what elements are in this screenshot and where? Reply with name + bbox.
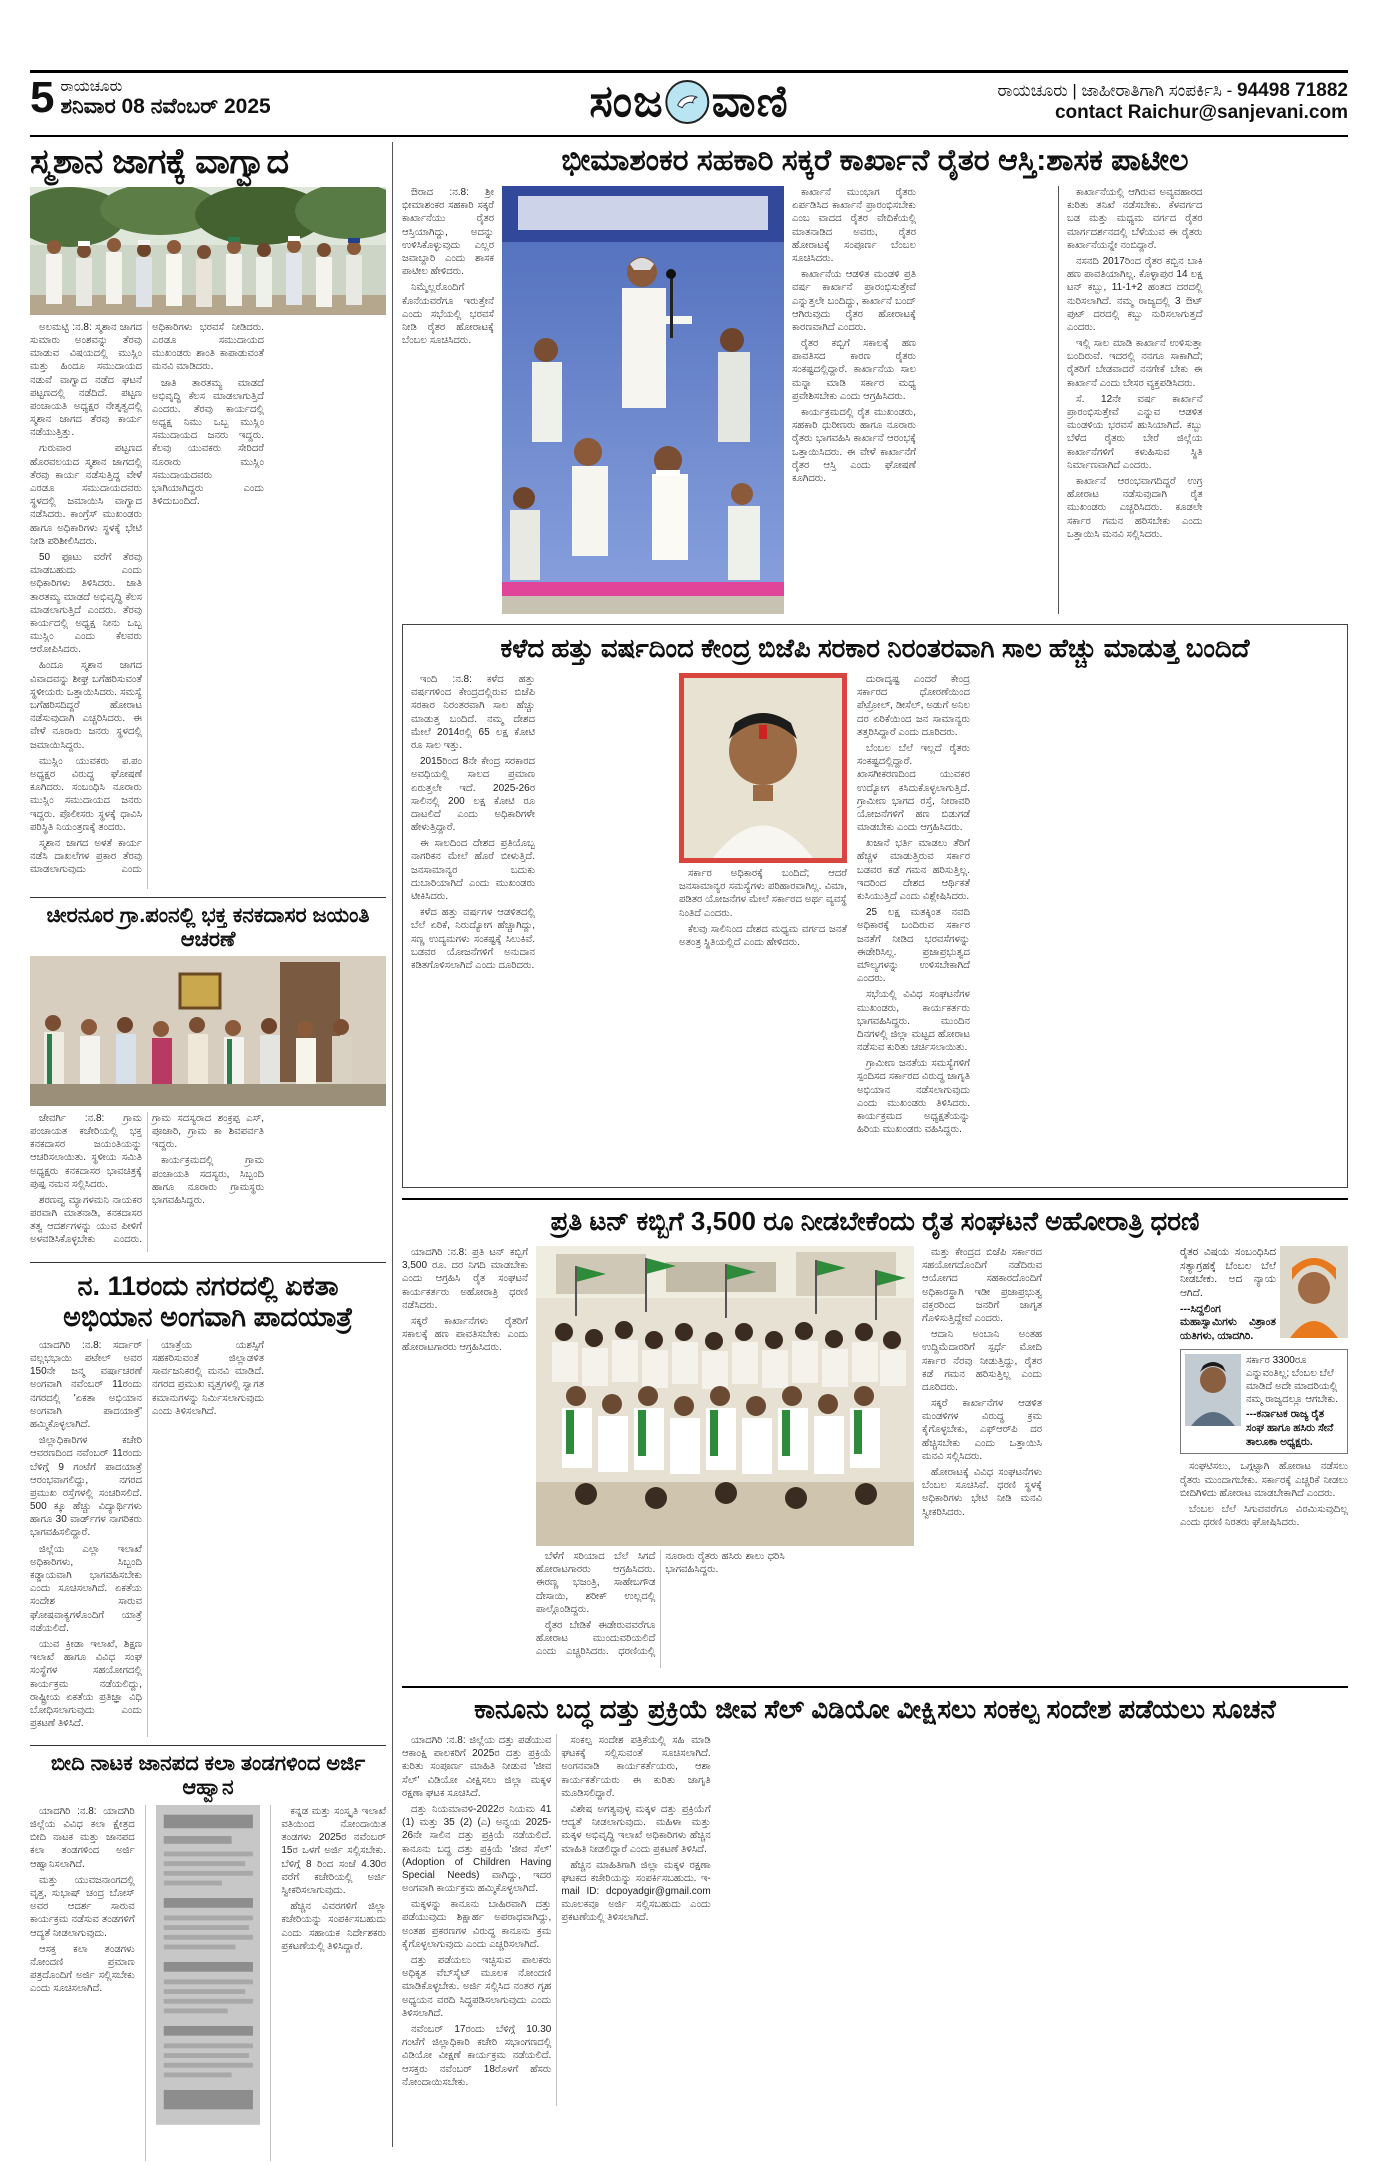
photo-swami-portrait: [1280, 1246, 1348, 1338]
left-column: [30, 142, 386, 2147]
body-paragraph: ಕನ್ನಡ ಮತ್ತು ಸಂಸ್ಕೃತಿ ಇಲಾಖೆ ವತಿಯಿಂದ ನೋಂದಾಯಿತ ತಂಡಗಳು 2025ರ ನವೆಂಬರ್ 15ರ ಒಳಗೆ ಅರ್ಜಿ ಸಲ್ಲಿಸಬೇಕು. ಬೆಳಿಗ್ಗೆ 8 ರಿಂದ ಸಂಜೆ 4.30ರ ವರೆಗೆ ಕಚೇರಿಯಲ್ಲಿ ಅರ್ಜಿ ಸ್ವೀಕರಿಸಲಾಗುವುದು.: [281, 1805, 387, 1896]
edition-city: ರಾಯಚೂರು: [60, 78, 123, 95]
contact-block: [998, 80, 1348, 124]
body-paragraph: ಸ್ಮಶಾನ ಜಾಗದ ಅಳತೆ ಕಾರ್ಯ ನಡೆಸಿ ದಾಖಲೆಗಳ ಪ್ರಕಾರ ತೆರವು ಮಾಡಲಾಗುವುದು ಎಂದು ಅಧಿಕಾರಿಗಳು ಭರವಸೆ ನೀಡಿದರು. ಎರಡೂ ಸಮುದಾಯದ ಮುಖಂಡರು ಶಾಂತಿ ಕಾಪಾಡುವಂತೆ ಮನವಿ ಮಾಡಿದರು.: [30, 321, 264, 876]
farmer-quote-text: [1246, 1354, 1343, 1449]
body-paragraph: ಗುರುವಾರ ಪಟ್ಟಣದ ಹೊರವಲಯದ ಸ್ಮಶಾನ ಜಾಗದಲ್ಲಿ ತೆರವು ಕಾರ್ಯ ನಡೆಸುತ್ತಿದ್ದ ವೇಳೆ ಎರಡೂ ಸಮುದಾಯದವರು ಸ್ಥಳದಲ್ಲಿ ಜಮಾಯಿಸಿ ವಾಗ್ವಾದ ನಡೆಸಿದರು. ಕಾಂಗ್ರೆಸ್ ಮುಖಂಡರು ಹಾಗೂ ಅಧಿಕಾರಿಗಳು ಸ್ಥಳಕ್ಕೆ ಭೇಟಿ ನೀಡಿ ಪರಿಶೀಲಿಸಿದರು.: [30, 443, 142, 547]
body-paragraph: ರೈತರ ಬೇಡಿಕೆ ಈಡೇರುವವರೆಗೂ ಹೋರಾಟ ಮುಂದುವರಿಯಲಿದೆ ಎಂದು ಎಚ್ಚರಿಸಿದರು. ಧರಣಿಯಲ್ಲಿ ನೂರಾರು ರೈತರು ಹಸಿರು ಶಾಲು ಧರಿಸಿ ಭಾಗವಹಿಸಿದ್ದರು.: [536, 1551, 785, 1658]
body-paragraph: ಹೆಚ್ಚಿನ ವಿವರಗಳಿಗೆ ಜಿಲ್ಲಾ ಕಚೇರಿಯನ್ನು ಸಂಪರ್ಕಿಸಬಹುದು ಎಂದು ಸಹಾಯಕ ನಿರ್ದೇಶಕರು ಪ್ರಕಟಣೆಯಲ್ಲಿ ತಿಳಿಸಿದ್ದಾರೆ.: [281, 1901, 387, 1952]
body-smashana: [30, 321, 386, 889]
rail-text: [1180, 1460, 1348, 1676]
bheemashankara-cols-right: [1067, 186, 1348, 614]
body-paragraph: 2015ರಿಂದ 8ನೇ ಕೇಂದ್ರ ಸರಕಾರದ ಅವಧಿಯಲ್ಲಿ ಸಾಲದ ಪ್ರಮಾಣ ಏರುತ್ತಲೇ ಇದೆ. 2025-26ರ ಸಾಲಿನಲ್ಲಿ 200 ಲಕ್ಷ ಕೋಟಿ ರೂ ದಾಟಲಿದೆ ಎಂದು ಅಧಿಕಾರಿಗಳೇ ಹೇಳುತ್ತಿದ್ದಾರೆ.: [411, 756, 535, 834]
page-number: 5: [30, 73, 55, 122]
body-beedi: [30, 1805, 386, 2161]
photo-crowd-outdoor: [30, 187, 386, 315]
body-paragraph: ಬೆಂಬಲ ಬೆಲೆ ಸಿಗುವವರೆಗೂ ವಿರಮಿಸುವುದಿಲ್ಲ ಎಂದು ಧರಣಿ ನಿರತರು ಘೋಷಿಸಿದರು.: [1180, 1503, 1348, 1529]
body-paragraph: ಸಂಕಲ್ಪ ಸಂದೇಶ ಪತ್ರಿಕೆಯಲ್ಲಿ ಸಹಿ ಮಾಡಿ ಘಟಕಕ್ಕೆ ಸಲ್ಲಿಸುವಂತೆ ಸೂಚಿಸಲಾಗಿದೆ. ಅಂಗನವಾಡಿ ಕಾರ್ಯಕರ್ತೆಯರು, ಆಶಾ ಕಾರ್ಯಕರ್ತೆಯರು ಈ ಕುರಿತು ಜಾಗೃತಿ ಮೂಡಿಸಲಿದ್ದಾರೆ.: [561, 1735, 711, 1799]
photo-protest-crowd: [536, 1246, 914, 1546]
dove-glyph: [672, 86, 704, 118]
headline-beedi: ಬೀದಿ ನಾಟಕ ಜಾನಪದ ಕಲಾ ತಂಡಗಳಿಂದ ಅರ್ಜಿ ಆಹ್ವಾನ: [30, 1745, 386, 1800]
article-beedi: [30, 1745, 386, 2161]
body-paragraph: ಹೆಚ್ಚಿನ ಮಾಹಿತಿಗಾಗಿ ಜಿಲ್ಲಾ ಮಕ್ಕಳ ರಕ್ಷಣಾ ಘಟಕದ ಕಚೇರಿಯನ್ನು ಸಂಪರ್ಕಿಸಬಹುದು. ಇ-mail ID: dcpoyadgir@gmail.com ಮೂಲಕವೂ ಅರ್ಜಿ ಸಲ್ಲಿಸಬಹುದು ಎಂದು ಪ್ರಕಟಣೆಯಲ್ಲಿ ತಿಳಿಸಲಾಗಿದೆ.: [561, 1859, 711, 1924]
body-paragraph: ದತ್ತು ನಿಯಮಾವಳಿ-2022ರ ನಿಯಮ 41 (1) ಮತ್ತು 35 (2) (ಎ) ಅನ್ವಯ 2025-26ನೇ ಸಾಲಿನ ದತ್ತು ಪ್ರಕ್ರಿಯೆ ನಡೆಯಲಿದೆ. ಕಾನೂನು ಬದ್ಧ ದತ್ತು ಪ್ರಕ್ರಿಯೆ 'ಜೀವ ಸೆಲ್' (Adoption of Children Having Special Needs) ವಾಗಿದ್ದು, ಇದರ ಅಂಗವಾಗಿ ಕಾರ್ಯಕ್ರಮ ಹಮ್ಮಿಕೊಳ್ಳಲಾಗಿದೆ.: [402, 1803, 552, 1895]
masthead-left-text: ಸಂಜ: [589, 76, 664, 127]
body-paragraph: ಕಾರ್ಯಕ್ರಮದಲ್ಲಿ ಗ್ರಾಮ ಪಂಚಾಯತಿ ಸದಸ್ಯರು, ಸಿಬ್ಬಂದಿ ಹಾಗೂ ನೂರಾರು ಗ್ರಾಮಸ್ಥರು ಭಾಗವಹಿಸಿದ್ದರು.: [152, 1155, 264, 1206]
article-padayatre: [30, 1262, 386, 1737]
body-paragraph: ಕಳೆದ ಹತ್ತು ವರ್ಷಗಳ ಆಡಳಿತದಲ್ಲಿ ಬೆಲೆ ಏರಿಕೆ, ನಿರುದ್ಯೋಗ ಹೆಚ್ಚಾಗಿದ್ದು, ಸಣ್ಣ ಉದ್ಯಮಗಳು ಸಂಕಷ್ಟಕ್ಕೆ ಸಿಲುಕಿವೆ. ಬಡವರ ಯೋಜನೆಗಳಿಗೆ ಅನುದಾನ ಕಡಿತಗೊಳಿಸಲಾಗಿದೆ ಎಂದು ದೂರಿದರು.: [411, 907, 535, 971]
body-paragraph: ನವೆಂಬರ್ 17ರಂದು ಬೆಳಿಗ್ಗೆ 10.30 ಗಂಟೆಗೆ ಜಿಲ್ಲಾಧಿಕಾರಿ ಕಚೇರಿ ಸಭಾಂಗಣದಲ್ಲಿ ವಿಡಿಯೋ ವೀಕ್ಷಣೆ ಕಾರ್ಯಕ್ರಮ ನಡೆಯಲಿದೆ. ಆಸಕ್ತರು ನವೆಂಬರ್ 18ರೊಳಗೆ ಹೆಸರು ನೋಂದಾಯಿಸಬೇಕು.: [402, 2023, 552, 2088]
photo-leader-portrait: [1185, 1354, 1241, 1426]
contact-phone: 94498 71882: [1237, 80, 1348, 101]
notice-image: [156, 1805, 261, 2125]
body-paragraph: ಕಾರ್ಖಾನೆ ಆರಂಭವಾಗದಿದ್ದರೆ ಉಗ್ರ ಹೋರಾಟ ನಡೆಸುವುದಾಗಿ ರೈತ ಮುಖಂಡರು ಎಚ್ಚರಿಸಿದರು. ಕೂಡಲೇ ಸರ್ಕಾರ ಗಮನ ಹರಿಸಬೇಕು ಎಂದು ಒತ್ತಾಯಿಸಿ ಮನವಿ ಸಲ್ಲಿಸಿದರು.: [1067, 475, 1203, 540]
photo-jayanti-indoor: [30, 956, 386, 1106]
right-section: [402, 142, 1348, 2147]
body-paragraph: ಸಕ್ಕರೆ ಕಾರ್ಖಾನೆಗಳು ರೈತರಿಗೆ ಸಕಾಲಕ್ಕೆ ಹಣ ಪಾವತಿಸಬೇಕು ಎಂದು ಹೋರಾಟಗಾರರು ಆಗ್ರಹಿಸಿದರು.: [402, 1315, 528, 1354]
headline-kanoonu: ಕಾನೂನು ಬದ್ಧ ದತ್ತು ಪ್ರಕ್ರಿಯೆ ಜೀವ ಸೆಲ್ ವಿಡಿಯೋ ವೀಕ್ಷಿಸಲು ಸಂಕಲ್ಪ ಸಂದೇಶ ಪಡೆಯಲು ಸೂಚನೆ: [474, 1694, 1276, 1724]
body-paragraph: ಮಕ್ಕಳನ್ನು ಕಾನೂನು ಬಾಹಿರವಾಗಿ ದತ್ತು ಪಡೆಯುವುದು ಶಿಕ್ಷಾರ್ಹ ಅಪರಾಧವಾಗಿದ್ದು, ಅಂತಹ ಪ್ರಕರಣಗಳ ವಿರುದ್ಧ ಕಾನೂನು ಕ್ರಮ ಕೈಗೊಳ್ಳಲಾಗುವುದು ಎಂದು ಎಚ್ಚರಿಸಲಾಗಿದೆ.: [402, 1899, 552, 1950]
body-paragraph: ಯಾದಗಿರಿ :ನ.8: ಸರ್ದಾರ್ ವಲ್ಲಭಭಾಯಿ ಪಟೇಲ್ ಅವರ 150ನೇ ಜನ್ಮ ವರ್ಷಾಚರಣೆ ಅಂಗವಾಗಿ ನವೆಂಬರ್ 11ರಂದು ನಗರದಲ್ಲಿ 'ಏಕತಾ ಅಭಿಯಾನ ಅಂಗವಾಗಿ ಪಾದಯಾತ್ರೆ' ಹಮ್ಮಿಕೊಳ್ಳಲಾಗಿದೆ.: [30, 1339, 142, 1430]
masthead-logo: [589, 76, 788, 127]
body-paragraph: ಜಾತಿ ತಾರತಮ್ಯ ಮಾಡದೆ ಅಭಿವೃದ್ಧಿ ಕೆಲಸ ಮಾಡಲಾಗುತ್ತಿದೆ ಎಂದರು. ತೆರವು ಕಾರ್ಯದಲ್ಲಿ ಅಧ್ಯಕ್ಷ ನಿಮು ಒಬ್ಬ ಮುಸ್ಲಿಂ ಸಮುದಾಯದ ಜನರು ಇದ್ದರು. ಕೆಲವು ಯುವಕರು ಸೇರಿದರೆ ನೂರಾರು ಮುಸ್ಲಿಂ ಸಮುದಾಯದವರು ಭಾಗಿಯಾಗಿದ್ದರು ಎಂದು ತಿಳಿದುಬಂದಿದೆ.: [152, 377, 264, 508]
pratiton-right-rail: [1180, 1246, 1348, 1676]
kendra-cols-right: [857, 673, 1339, 1181]
body-paragraph: ವಿಶೇಷ ಅಗತ್ಯವುಳ್ಳ ಮಕ್ಕಳ ದತ್ತು ಪ್ರಕ್ರಿಯೆಗೆ ಆದ್ಯತೆ ನೀಡಲಾಗುವುದು. ಮಹಿಳಾ ಮತ್ತು ಮಕ್ಕಳ ಅಭಿವೃದ್ಧಿ ಇಲಾಖೆ ಅಧಿಕಾರಿಗಳು ಹೆಚ್ಚಿನ ಮಾಹಿತಿ ನೀಡಲಿದ್ದಾರೆ ಎಂದು ಪ್ರಕಟಣೆ ತಿಳಿಸಿದೆ.: [561, 1803, 711, 1855]
top-rule: [30, 70, 1348, 73]
body-paragraph: ಸಕ್ಕರೆ ಕಾರ್ಖಾನೆಗಳ ಆಡಳಿತ ಮಂಡಳಿಗಳ ವಿರುದ್ಧ ಕ್ರಮ ಕೈಗೊಳ್ಳಬೇಕು, ಎಫ್‌ಆರ್‌ಪಿ ದರ ಹೆಚ್ಚಿಸಬೇಕು ಎಂದು ಒತ್ತಾಯಿಸಿ ಮನವಿ ಸಲ್ಲಿಸಿದರು.: [922, 1398, 1042, 1462]
bheemashankara-col1: [402, 186, 494, 614]
body-paragraph: ಬೆಳೆಗೆ ಸರಿಯಾದ ಬೆಲೆ ಸಿಗದೆ ಹೋರಾಟಗಾರರು ಆಗ್ರಹಿಸಿದರು. ಈರಣ್ಣ ಭಜಂತ್ರಿ, ಸಾಹೇಬಗೌಡ ದೇಸಾಯಿ, ಶರೀಕ್ ಉಲ್ಲದಲ್ಲಿ ಪಾಲ್ಗೊಂಡಿದ್ದರು.: [536, 1551, 656, 1615]
contact-email: contact Raichur@sanjevani.com: [1054, 102, 1348, 123]
pratiton-body: [402, 1246, 1348, 1676]
kendra-mid-stack: [679, 673, 847, 1181]
body-paragraph: ಯಾದಗಿರಿ :ನ.8: ಜಿಲ್ಲೆಯ ದತ್ತು ಪಡೆಯುವ ಆಕಾಂಕ್ಷಿ ಪಾಲಕರಿಗೆ 2025ರ ದತ್ತು ಪ್ರಕ್ರಿಯೆ ಕುರಿತು ಸಂಪೂರ್ಣ ಮಾಹಿತಿ ನೀಡುವ 'ಜೀವ ಸೆಲ್' ವಿಡಿಯೋ ವೀಕ್ಷಿಸಲು ಜಿಲ್ಲಾ ಮಕ್ಕಳ ರಕ್ಷಣಾ ಘಟಕ ಸೂಚಿಸಿದೆ.: [402, 1735, 552, 1799]
body-paragraph: ಸೆ. 12ನೇ ವರ್ಷ ಕಾರ್ಖಾನೆ ಪ್ರಾರಂಭಿಸುತ್ತೇವೆ ಎನ್ನುವ ಆಡಳಿತ ಮಂಡಳಿಯ ಭರವಸೆ ಹುಸಿಯಾಗಿದೆ. ಕಬ್ಬು ಬೆಳೆದ ರೈತರು ಬೇರೆ ಜಿಲ್ಲೆಯ ಕಾರ್ಖಾನೆಗಳಿಗೆ ಕಳುಹಿಸುವ ಸ್ಥಿತಿ ನಿರ್ಮಾಣವಾಗಿದೆ ಎಂದರು.: [1067, 393, 1203, 471]
body-paragraph: ಬೆಂಬಲ ಬೆಲೆ ಇಲ್ಲದೆ ರೈತರು ಸಂಕಷ್ಟದಲ್ಲಿದ್ದಾರೆ. ಖಾಸಗೀಕರಣದಿಂದ ಯುವಕರ ಉದ್ಯೋಗ ಕಸಿದುಕೊಳ್ಳಲಾಗುತ್ತಿದೆ. ಗ್ರಾಮೀಣ ಭಾಗದ ರಸ್ತೆ, ನೀರಾವರಿ ಯೋಜನೆಗಳಿಗೆ ಹಣ ಬಿಡುಗಡೆ ಮಾಡಬೇಕು ಎಂದು ಆಗ್ರಹಿಸಿದರು.: [857, 742, 970, 834]
body-paragraph: ಜಿಲ್ಲೆಯ ಎಲ್ಲಾ ಇಲಾಖೆ ಅಧಿಕಾರಿಗಳು, ಸಿಬ್ಬಂದಿ ಕಡ್ಡಾಯವಾಗಿ ಭಾಗವಹಿಸಬೇಕು ಎಂದು ಸೂಚಿಸಲಾಗಿದೆ. ಏಕತೆಯ ಸಂದೇಶ ಸಾರುವ ಘೋಷವಾಕ್ಯಗಳೊಂದಿಗೆ ಯಾತ್ರೆ ನಡೆಯಲಿದೆ.: [30, 1543, 142, 1634]
body-paragraph: ಕೆಲವು ಸಾಲಿನಿಂದ ದೇಶದ ಮಧ್ಯಮ ವರ್ಗದ ಜನತೆ ಅತಂತ್ರ ಸ್ಥಿತಿಯಲ್ಲಿದೆ ಎಂದು ಹೇಳಿದರು.: [679, 923, 847, 948]
swami-quote-body: ರೈತರ ವಿಷಯ ಸಂಬಂಧಿಸಿದ ಸತ್ಯಾಗ್ರಹಕ್ಕೆ ಬೆಂಬಲ ಬೆಲೆ ನೀಡಬೇಕು. ಅದ ನ್ಯಾಯ ಆಗಿದೆ.: [1180, 1246, 1276, 1299]
page-header: [30, 73, 1348, 134]
body-paragraph: ಮತ್ತು ಕೇಂದ್ರದ ಬಿಜೆಪಿ ಸರ್ಕಾರದ ಸಹಯೋಗದೊಂದಿಗೆ ನಡೆದಿರುವ ಆಯೋಗದ ಸಹಕಾರದೊಂದಿಗೆ ಅಧಿಕಾರಸ್ಥಾಗಿ ಇಡೀ ಪ್ರಜಾಪ್ರಭುತ್ವ ವಕ್ತರರಿಂದ ಜನರಿಗೆ ಜಾಗೃತ ಗೊಳಿಸುತ್ತಿದ್ದೇವೆ ಎಂದರು.: [922, 1247, 1042, 1324]
inner-divider: [1058, 186, 1059, 614]
article-bheemashankara: [402, 144, 1348, 614]
body-paragraph: ದುರಾದೃಷ್ಟ ಎಂದರೆ ಕೇಂದ್ರ ಸರ್ಕಾರದ ಧೋರಣೆಯಿಂದ ಪೆಟ್ರೋಲ್, ಡೀಸೆಲ್, ಅಡುಗೆ ಅನಿಲ ದರ ಏರಿಕೆಯಿಂದ ಜನ ಸಾಮಾನ್ಯರು ತತ್ತರಿಸಿದ್ದಾರೆ ಎಂದು ದೂರಿದರು.: [857, 674, 970, 738]
headline-padayatre: ನ. 11ರಂದು ನಗರದಲ್ಲಿ ಏಕತಾ ಅಭಿಯಾನ ಅಂಗವಾಗಿ ಪಾದಯಾತ್ರೆ: [30, 1262, 386, 1333]
farmer-quote-box: [1180, 1349, 1348, 1454]
headline-smashana: ಸ್ಮಶಾನ ಜಾಗಕ್ಕೆ ವಾಗ್ವಾದ: [30, 142, 289, 181]
body-paragraph: ಔರಾದ :ನ.8: ಶ್ರೀ ಭೀಮಾಶಂಕರ ಸಹಕಾರಿ ಸಕ್ಕರೆ ಕಾರ್ಖಾನೆಯು ರೈತರ ಆಸ್ತಿಯಾಗಿದ್ದು, ಅದನ್ನು ಉಳಿಸಿಕೊಳ್ಳುವುದು ಎಲ್ಲರ ಜವಾಬ್ದಾರಿ ಎಂದು ಶಾಸಕ ಪಾಟೀಲ ಹೇಳಿದರು.: [402, 187, 494, 278]
article-pratiton: [402, 1198, 1348, 1676]
body-paragraph: ಹಿಂದೂ ಸ್ಮಶಾನ ಜಾಗದ ವಿವಾದವನ್ನು ಶೀಘ್ರ ಬಗೆಹರಿಸುವಂತೆ ಸ್ಥಳೀಯರು ಒತ್ತಾಯಿಸಿದರು. ಸಮಸ್ಯೆ ಬಗೆಹರಿಸದಿದ್ದರೆ ಹೋರಾಟ ನಡೆಸುವುದಾಗಿ ಎಚ್ಚರಿಸಿದರು. ಈ ವೇಳೆ ನೂರಾರು ಜನರು ಸ್ಥಳದಲ್ಲಿ ಜಮಾಯಿಸಿದ್ದರು.: [30, 660, 142, 751]
photo-speaker-stage: [502, 186, 784, 614]
beedi-col3: [270, 1805, 386, 2161]
page-content: [30, 142, 1348, 2147]
edition-block: [30, 73, 271, 122]
body-paragraph: ಇಂದಿ :ನ.8: ಕಳೆದ ಹತ್ತು ವರ್ಷಗಳಿಂದ ಕೇಂದ್ರದಲ್ಲಿರುವ ಬಿಜೆಪಿ ಸರಕಾರ ನಿರಂತರವಾಗಿ ಸಾಲ ಹೆಚ್ಚು ಮಾಡುತ್ತ ಬಂದಿದೆ. ನಮ್ಮ ದೇಶದ ಮೇಲೆ 2014ರಲ್ಲಿ 65 ಲಕ್ಷ ಕೋಟಿ ರೂ ಸಾಲ ಇತ್ತು.: [411, 674, 535, 751]
body-paragraph: ಸಭೆಯಲ್ಲಿ ವಿವಿಧ ಸಂಘಟನೆಗಳ ಮುಖಂಡರು, ಕಾರ್ಯಕರ್ತರು ಭಾಗವಹಿಸಿದ್ದರು. ಮುಂದಿನ ದಿನಗಳಲ್ಲಿ ಜಿಲ್ಲಾ ಮಟ್ಟದ ಹೋರಾಟ ನಡೆಸುವ ಕುರಿತು ಚರ್ಚಿಸಲಾಯಿತು.: [857, 989, 970, 1054]
body-paragraph: ಆದಾನಿ ಅಂಬಾನಿ ಅಂತಹ ಉದ್ದಿಮೆದಾರರಿಗೆ ಸ್ಪರ್ಧೆ ಮೋದಿ ಸರ್ಕಾರ ನೆರವು ನೀಡುತ್ತಿದ್ದು, ರೈತರ ಕಡೆ ಗಮನ ಹರಿಸುತ್ತಿಲ್ಲ ಎಂದು ದೂರಿದರು.: [922, 1329, 1042, 1393]
headline-pratiton: ಪ್ರತಿ ಟನ್ ಕಬ್ಬಿಗೆ 3,500 ರೂ ನೀಡಬೇಕೆಂದು ರೈತ ಸಂಘಟನೆ ಅಹೋರಾತ್ರಿ ಧರಣಿ: [550, 1206, 1200, 1236]
kanoonu-body: [402, 1734, 1348, 2106]
kendra-body: [411, 673, 1339, 1181]
body-paragraph: ಯಾದಗಿರಿ :ನ.8: ಯಾದಗಿರಿ ಜಿಲ್ಲೆಯ ವಿವಿಧ ಕಲಾ ಕ್ಷೇತ್ರದ ಬೀದಿ ನಾಟಕ ಮತ್ತು ಜಾನಪದ ಕಲಾ ತಂಡಗಳಿಂದ ಅರ್ಜಿ ಆಹ್ವಾನಿಸಲಾಗಿದೆ.: [30, 1805, 135, 1870]
photo-farmer-portrait: [679, 673, 847, 863]
farmer-quote-body: ಸರ್ಕಾರ 3300ರೂ ಎನ್ನುವಂತಿಲ್ಲ; ಬೆಂಬಲ ಬೆಲೆ ಮಾಡಿದೆ ಅದೇ ಮಾದರಿಯಲ್ಲಿ ನಮ್ಮ ರಾಜ್ಯದಲ್ಲೂ ಆಗಬೇಕು.: [1246, 1355, 1338, 1406]
body-paragraph: ಯಾದಗಿರಿ :ನ.8: ಪ್ರತಿ ಟನ್ ಕಬ್ಬಿಗೆ 3,500 ರೂ. ದರ ನಿಗದಿ ಮಾಡಬೇಕು ಎಂದು ಆಗ್ರಹಿಸಿ ರೈತ ಸಂಘಟನೆ ಕಾರ್ಯಕರ್ತರು ಅಹೋರಾತ್ರಿ ಧರಣಿ ನಡೆಸಿದರು.: [402, 1247, 528, 1311]
contact-line: [998, 80, 1348, 102]
body-paragraph: ಮತ್ತು ಯುವಜನಾಂಗದಲ್ಲಿ ವೃತ್ತ, ಸುಭಾಷ್ ಚಂದ್ರ ಬೋಸ್ ಅವರ ಆದರ್ಶ ಸಾರುವ ಕಾರ್ಯಕ್ರಮ ನಡೆಸುವ ತಂಡಗಳಿಗೆ ಆದ್ಯತೆ ನೀಡಲಾಗುವುದು.: [30, 1874, 135, 1939]
body-paragraph: ಯಾತ್ರೆಯ ಯಶಸ್ಸಿಗೆ ಸಹಕರಿಸುವಂತೆ ಜಿಲ್ಲಾಡಳಿತ ಸಾರ್ವಜನಿಕರಲ್ಲಿ ಮನವಿ ಮಾಡಿದೆ. ನಗರದ ಪ್ರಮುಖ ವೃತ್ತಗಳಲ್ಲಿ ಸ್ವಾಗತ ಕಮಾನುಗಳನ್ನು ನಿರ್ಮಿಸಲಾಗುವುದು ಎಂದು ತಿಳಿಸಲಾಗಿದೆ.: [152, 1339, 264, 1417]
body-paragraph: 25 ಲಕ್ಷ ಮತಕ್ಕಿಂತ ನವದಿ ಅಧಿಕಾರಕ್ಕೆ ಬಂದಿರುವ ಸರ್ಕಾರ ಜನತೆಗೆ ನೀಡಿದ ಭರವಸೆಗಳನ್ನು ಈಡೇರಿಸಿಲ್ಲ. ಪ್ರಜಾಪ್ರಭುತ್ವದ ಮೌಲ್ಯಗಳನ್ನು ಉಳಿಸಬೇಕಾಗಿದೆ ಎಂದರು.: [857, 907, 970, 985]
body-paragraph: ದತ್ತು ಪಡೆಯಲು ಇಚ್ಛಿಸುವ ಪಾಲಕರು ಅಧಿಕೃತ ವೆಬ್‌ಸೈಟ್ ಮೂಲಕ ನೋಂದಣಿ ಮಾಡಿಕೊಳ್ಳಬೇಕು. ಅರ್ಜಿ ಸಲ್ಲಿಸಿದ ನಂತರ ಗೃಹ ಅಧ್ಯಯನ ವರದಿ ಸಿದ್ಧಪಡಿಸಲಾಗುವುದು ಎಂದು ತಿಳಿಸಲಾಗಿದೆ.: [402, 1955, 552, 2019]
edition-stack: [60, 78, 270, 119]
header-rule: [30, 135, 1348, 137]
body-paragraph: ಈ ಸಾಲದಿಂದ ದೇಶದ ಪ್ರತಿಯೊಬ್ಬ ನಾಗರಿಕನ ಮೇಲೆ ಹೊರೆ ಬೀಳುತ್ತಿದೆ. ಜನಸಾಮಾನ್ಯರ ಬದುಕು ದುಬಾರಿಯಾಗಿದೆ ಎಂದು ಮುಖಂಡರು ಟೀಕಿಸಿದರು.: [411, 838, 535, 902]
headline-kendra: ಕಳೆದ ಹತ್ತು ವರ್ಷದಿಂದ ಕೇಂದ್ರ ಬಿಜೆಪಿ ಸರಕಾರ ನಿರಂತರವಾಗಿ ಸಾಲ ಹೆಚ್ಚು ಮಾಡುತ್ತ ಬಂದಿದೆ: [500, 633, 1250, 663]
article-cheeranur: [30, 897, 386, 1252]
body-paragraph: ಜೇವರ್ಗಿ :ನ.8: ಗ್ರಾಮ ಪಂಚಾಯತ ಕಚೇರಿಯಲ್ಲಿ ಭಕ್ತ ಕನಕದಾಸರ ಜಯಂತಿಯನ್ನು ಆಚರಿಸಲಾಯಿತು. ಸ್ಥಳೀಯ ಸಮಿತಿ ಅಧ್ಯಕ್ಷರು ಕನಕದಾಸರ ಭಾವಚಿತ್ರಕ್ಕೆ ಪುಷ್ಪ ನಮನ ಸಲ್ಲಿಸಿದರು.: [30, 1112, 142, 1190]
beedi-col2: [145, 1805, 261, 2161]
contact-prefix: ರಾಯಚೂರು | ಜಾಹೀರಾತಿಗಾಗಿ ಸಂಪರ್ಕಿಸಿ -: [997, 81, 1238, 100]
body-paragraph: ಕಾರ್ಯಕ್ರಮದಲ್ಲಿ ರೈತ ಮುಖಂಡರು, ಸಹಕಾರಿ ಧುರೀಣರು ಹಾಗೂ ನೂರಾರು ರೈತರು ಭಾಗವಹಿಸಿ ಕಾರ್ಖಾನೆ ಆರಂಭಕ್ಕೆ ಒತ್ತಾಯಿಸಿದರು. ಈ ವೇಳೆ ಕಾರ್ಖಾನೆಗೆ ರೈತರ ಆಸ್ತಿ ಎಂದು ಘೋಷಣೆ ಕೂಗಿದರು.: [792, 407, 916, 484]
headline-bheemashankara: ಭೀಮಾಶಂಕರ ಸಹಕಾರಿ ಸಕ್ಕರೆ ಕಾರ್ಖಾನೆ ರೈತರ ಆಸ್ತಿ:ಶಾಸಕ ಪಾಟೀಲ: [561, 144, 1189, 177]
masthead-right-text: ವಾಣಿ: [711, 76, 789, 127]
body-paragraph: ಕಾರ್ಖಾನೆ ಮುಂಭಾಗ ರೈತರು ಏರ್ಪಡಿಸಿದ ಕಾರ್ಖಾನೆ ಪ್ರಾರಂಭಿಸಬೇಕು ಎಂಬ ವಾದದ ರೈತರ ವೇದಿಕೆಯಲ್ಲಿ ಮಾತನಾಡಿದ ಅವರು, ರೈತರ ಹೋರಾಟಕ್ಕೆ ಸಂಪೂರ್ಣ ಬೆಂಬಲ ಸೂಚಿಸಿದರು.: [792, 187, 916, 264]
body-cheeranur: [30, 1112, 386, 1252]
body-paragraph: ಸರ್ಕಾರ ಅಧಿಕಾರಕ್ಕೆ ಬಂದಿದೆ; ಆದರೆ ಜನಸಾಮಾನ್ಯರ ಸಮಸ್ಯೆಗಳು ಪರಿಹಾರವಾಗಿಲ್ಲ. ವಿಮಾ, ಪಡಿತರ ಯೋಜನೆಗಳ ಮೇಲೆ ಸರ್ಕಾರದ ಅರ್ಥ ವ್ಯವಸ್ಥೆ ನಿಂತಿದೆ ಎಂದರು.: [679, 868, 847, 919]
photo-speech-wrap: [502, 186, 784, 614]
body-paragraph: ಜಿಲ್ಲಾಧಿಕಾರಿಗಳ ಕಚೇರಿ ಆವರಣದಿಂದ ನವೆಂಬರ್ 11ರಂದು ಬೆಳಿಗ್ಗೆ 9 ಗಂಟೆಗೆ ಪಾದಯಾತ್ರೆ ಆರಂಭವಾಗಲಿದ್ದು, ನಗರದ ಪ್ರಮುಖ ರಸ್ತೆಗಳಲ್ಲಿ ಸಂಚರಿಸಲಿದೆ. 500 ಕ್ಕೂ ಹೆಚ್ಚು ವಿದ್ಯಾರ್ಥಿಗಳು ಹಾಗೂ 30 ವಾರ್ಡ್‌ಗಳ ನಾಗರಿಕರು ಭಾಗವಹಿಸಲಿದ್ದಾರೆ.: [30, 1435, 142, 1539]
body-paragraph: ಖಜಾನೆ ಭರ್ತಿ ಮಾಡಲು ತೆರಿಗೆ ಹೆಚ್ಚಳ ಮಾಡುತ್ತಿರುವ ಸರ್ಕಾರ ಬಡವರ ಕಡೆ ಗಮನ ಹರಿಸುತ್ತಿಲ್ಲ. ಇದರಿಂದ ದೇಶದ ಆರ್ಥಿಕತೆ ಕುಸಿಯುತ್ತಿದೆ ಎಂದು ವಿಶ್ಲೇಷಿಸಿದರು.: [857, 838, 970, 902]
article-smashana: [30, 144, 386, 889]
body-paragraph: ಯುವ ಕ್ರೀಡಾ ಇಲಾಖೆ, ಶಿಕ್ಷಣ ಇಲಾಖೆ ಹಾಗೂ ವಿವಿಧ ಸಂಘ ಸಂಸ್ಥೆಗಳ ಸಹಯೋಗದಲ್ಲಿ ಕಾರ್ಯಕ್ರಮ ನಡೆಯಲಿದ್ದು, ರಾಷ್ಟ್ರೀಯ ಏಕತೆಯ ಪ್ರತಿಜ್ಞಾ ವಿಧಿ ಬೋಧಿಸಲಾಗುವುದು ಎಂದು ಪ್ರಕಟಣೆ ತಿಳಿಸಿದೆ.: [30, 1638, 142, 1730]
body-paragraph: ಕಾರ್ಖಾನೆಯ ಆಡಳಿತ ಮಂಡಳಿ ಪ್ರತಿ ವರ್ಷ ಕಾರ್ಖಾನೆ ಪ್ರಾರಂಭಿಸುತ್ತೇವೆ ಎನ್ನುತ್ತಲೇ ಬಂದಿದ್ದು, ಕಾರ್ಖಾನೆ ಬಂದ್ ಆಗಿರುವುದು ರೈತರ ಹೋರಾಟಕ್ಕೆ ಕಾರಣವಾಗಿದೆ ಎಂದರು.: [792, 269, 916, 333]
body-paragraph: ಶರಣವ್ವ ಮ್ಯಾಗಳಮನಿ ನಾಯಕರ ಪರವಾಗಿ ಮಾತನಾಡಿ, ಕನಕದಾಸರ ತತ್ವ ಆದರ್ಶಗಳನ್ನು ಯುವ ಪೀಳಿಗೆ ಅಳವಡಿಸಿಕೊಳ್ಳಬೇಕು ಎಂದರು. ಗ್ರಾಮ ಸದಸ್ಯರಾದ ಶಂಕ್ರಪ್ಪ ಎಸ್, ಪೂಜಾರಿ, ಗ್ರಾಮ ಕಾ ಶಿವಪರ್ವತಿ ಇದ್ದರು.: [30, 1112, 264, 1246]
pratiton-center: [536, 1246, 914, 1676]
bheemashankara-cols-mid: [792, 186, 1050, 614]
body-padayatre: [30, 1339, 386, 1737]
body-paragraph: ರೈತರ ಕಬ್ಬಿಗೆ ಸಕಾಲಕ್ಕೆ ಹಣ ಪಾವತಿಸದ ಕಾರಣ ರೈತರು ಸಂಕಷ್ಟದಲ್ಲಿದ್ದಾರೆ. ಕಾರ್ಖಾನೆಯ ಸಾಲ ಮನ್ನಾ ಮಾಡಿ ಸರ್ಕಾರ ಮಧ್ಯ ಪ್ರವೇಶಿಸಬೇಕು ಎಂದು ಆಗ್ರಹಿಸಿದರು.: [792, 338, 916, 402]
body-paragraph: ಗ್ರಾಮೀಣ ಜನತೆಯ ಸಮಸ್ಯೆಗಳಿಗೆ ಸ್ಪಂದಿಸದ ಸರ್ಕಾರದ ವಿರುದ್ಧ ಜಾಗೃತಿ ಅಭಿಯಾನ ನಡೆಸಲಾಗುವುದು ಎಂದು ಮುಖಂಡರು ತಿಳಿಸಿದರು. ಕಾರ್ಯಕ್ರಮದ ಅಧ್ಯಕ್ಷತೆಯನ್ನು ಹಿರಿಯ ಮುಖಂಡರು ವಹಿಸಿದ್ದರು.: [857, 1058, 970, 1136]
body-paragraph: ಮುಸ್ಲಿಂ ಯುವಕರು ಪ.ಪಂ ಅಧ್ಯಕ್ಷರ ವಿರುದ್ಧ ಘೋಷಣೆ ಕೂಗಿದರು. ಸಂಬಂಧಿಸಿ ನೂರಾರು ಮುಸ್ಲಿಂ ಸಮುದಾಯದ ಜನರು ಇದ್ದರು. ಪೊಲೀಸರು ಸ್ಥಳಕ್ಕೆ ಧಾವಿಸಿ ಪರಿಸ್ಥಿತಿ ನಿಯಂತ್ರಣಕ್ಕೆ ತಂದರು.: [30, 755, 142, 833]
swami-quote: [1180, 1246, 1348, 1343]
headline-cheeranur: ಚೀರನೂರ ಗ್ರಾ.ಪಂನಲ್ಲಿ ಭಕ್ತ ಕನಕದಾಸರ ಜಯಂತಿ ಆಚರಣೆ: [30, 897, 386, 952]
body-paragraph: ನಸನದಿ 2017ರಿಂದ ರೈತರ ಕಬ್ಬಿನ ಬಾಕಿ ಹಣ ಪಾವತಿಯಾಗಿಲ್ಲ. ಕೊಳ್ಳಾಪುರ 14 ಲಕ್ಷ ಟನ್ ಕಬ್ಬು, 11-1+2 ಹಂತದ ದರದಲ್ಲಿ ನುರಿಸಲಾಗಿದೆ. ನಮ್ಮ ರಾಜ್ಯದಲ್ಲಿ 3 ಔಟ್ ಪುಟ್ ದರದಲ್ಲಿ ಕಬ್ಬು ನುರಿಸಲಾಗುತ್ತದೆ ಎಂದರು.: [1067, 255, 1203, 333]
beedi-col1: [30, 1805, 135, 2161]
kendra-cols-left: [411, 673, 669, 1181]
body-paragraph: ಹೋರಾಟಕ್ಕೆ ವಿವಿಧ ಸಂಘಟನೆಗಳು ಬೆಂಬಲ ಸೂಚಿಸಿವೆ. ಧರಣಿ ಸ್ಥಳಕ್ಕೆ ಅಧಿಕಾರಿಗಳು ಭೇಟಿ ನೀಡಿ ಮನವಿ ಸ್ವೀಕರಿಸಿದರು.: [922, 1467, 1042, 1518]
farmer-quote-attr: ---ಕರ್ನಾಟಕ ರಾಜ್ಯ ರೈತ ಸಂಘ ಹಾಗೂ ಹಸಿರು ಸೇನೆ ತಾಲೂಕಾ ಅಧ್ಯಕ್ಷರು.: [1246, 1408, 1334, 1448]
pratiton-under-photo: [536, 1550, 914, 1668]
body-paragraph: ಅಲಮಟ್ಟಿ :ನ.8: ಸ್ಮಶಾನ ಜಾಗದ ಸುಮಾರು ಅಂಶವನ್ನು ತೆರವು ಮಾಡುವ ವಿಷಯದಲ್ಲಿ ಮುಸ್ಲಿಂ ಮತ್ತು ಹಿಂದೂ ಸಮುದಾಯದ ನಡುವೆ ವಾಗ್ವಾದ ನಡೆದ ಘಟನೆ ಪಟ್ಟಣದಲ್ಲಿ ನಡೆದಿದೆ. ಪಟ್ಟಣ ಪಂಚಾಯತಿ ಅಧ್ಯಕ್ಷರ ನೇತೃತ್ವದಲ್ಲಿ ಸ್ಮಶಾನ ಜಾಗದ ತೆರವು ಕಾರ್ಯ ನಡೆಯುತ್ತಿತ್ತು.: [30, 321, 142, 439]
body-paragraph: ನಿಮ್ಮೆಲ್ಲರೊಂದಿಗೆ ಕೊನೆಯವರೆಗೂ ಇರುತ್ತೇನೆ ಎಂದು ಸಭೆಯಲ್ಲಿ ಭರವಸೆ ನೀಡಿ ರೈತರ ಹೋರಾಟಕ್ಕೆ ಬೆಂಬಲ ಸೂಚಿಸಿದರು.: [402, 282, 494, 347]
column-divider: [392, 142, 393, 2147]
edition-date: ಶನಿವಾರ 08 ನವೆಂಬರ್ 2025: [60, 95, 271, 118]
bheemashankara-body: [402, 186, 1348, 614]
swami-quote-text: [1180, 1246, 1276, 1343]
pratiton-col1: [402, 1246, 528, 1676]
body-paragraph: ಆಸಕ್ತ ಕಲಾ ತಂಡಗಳು ನೋಂದಣಿ ಪ್ರಮಾಣ ಪತ್ರದೊಂದಿಗೆ ಅರ್ಜಿ ಸಲ್ಲಿಸಬೇಕು ಎಂದು ಸೂಚಿಸಲಾಗಿದೆ.: [30, 1943, 135, 1995]
kendra-mid-text: [679, 867, 847, 1181]
body-paragraph: ಕಾರ್ಖಾನೆಯಲ್ಲಿ ಆಗಿರುವ ಅವ್ಯವಹಾರದ ಕುರಿತು ತನಿಖೆ ನಡೆಸಬೇಕು. ಕೆಳವರ್ಗದ ಬಡ ಮತ್ತು ಮಧ್ಯಮ ವರ್ಗದ ರೈತರ ಮಾರ್ಗದರ್ಶನದಲ್ಲಿ ಬೆಳೆಯುವ ಈ ರೈತರು ಕಾರ್ಖಾನೆಯನ್ನೇ ನಂಬಿದ್ದಾರೆ.: [1067, 187, 1203, 251]
body-paragraph: ಇಲ್ಲಿ ಸಾಲ ಮಾಡಿ ಕಾರ್ಖಾನೆ ಉಳಿಸುತ್ತಾ ಬಂದಿರುವೆ. ಇದರಲ್ಲಿ ನನಗೂ ಸಾಕಾಗಿದೆ; ರೈತರಿಗೆ ಬೇಡವಾದರೆ ನನಗೇಕೆ ಬೇಕು ಈ ಕಾರ್ಖಾನೆ ಎಂದು ಬೇಸರ ವ್ಯಕ್ತಪಡಿಸಿದರು.: [1067, 338, 1203, 389]
body-paragraph: ಸಂಘಟಿಸಲು, ಒಗ್ಗಟ್ಟಾಗಿ ಹೋರಾಟ ನಡೆಸಲು ರೈತರು ಮುಂದಾಗಬೇಕು. ಸರ್ಕಾರಕ್ಕೆ ಎಚ್ಚರಿಕೆ ನೀಡಲು ಬೀದಿಗಿಳಿದು ಹೋರಾಟ ಮಾಡಬೇಕಾಗಿದೆ ಎಂದರು.: [1180, 1461, 1348, 1499]
body-paragraph: 50 ಫೂಟು ವರೆಗೆ ತೆರವು ಮಾಡಬಹುದು ಎಂದು ಅಧಿಕಾರಿಗಳು ತಿಳಿಸಿದರು. ಜಾತಿ ತಾರತಮ್ಯ ಮಾಡದೆ ಅಭಿವೃದ್ಧಿ ಕೆಲಸ ಮಾಡಲಾಗುತ್ತಿದೆ ಎಂದರು. ತೆರವು ಕಾರ್ಯದಲ್ಲಿ ಅಧ್ಯಕ್ಷ ನೀನು ಒಬ್ಬ ಮುಸ್ಲಿಂ ಎಂದು ಕೆಲವರು ಆರೋಪಿಸಿದರು.: [30, 551, 142, 656]
dove-icon: [666, 80, 710, 124]
pratiton-cols-mid: [922, 1246, 1172, 1676]
article-kendra: [402, 624, 1348, 1188]
article-kanoonu: [402, 1686, 1348, 2106]
swami-quote-attr: ---ಸಿದ್ದಲಿಂಗ ಮಹಾಸ್ವಾಮಿಗಳು ವಿಶ್ರಾಂತ ಯತಿಗಳು, ಯಾದಗಿರಿ.: [1180, 1302, 1276, 1342]
